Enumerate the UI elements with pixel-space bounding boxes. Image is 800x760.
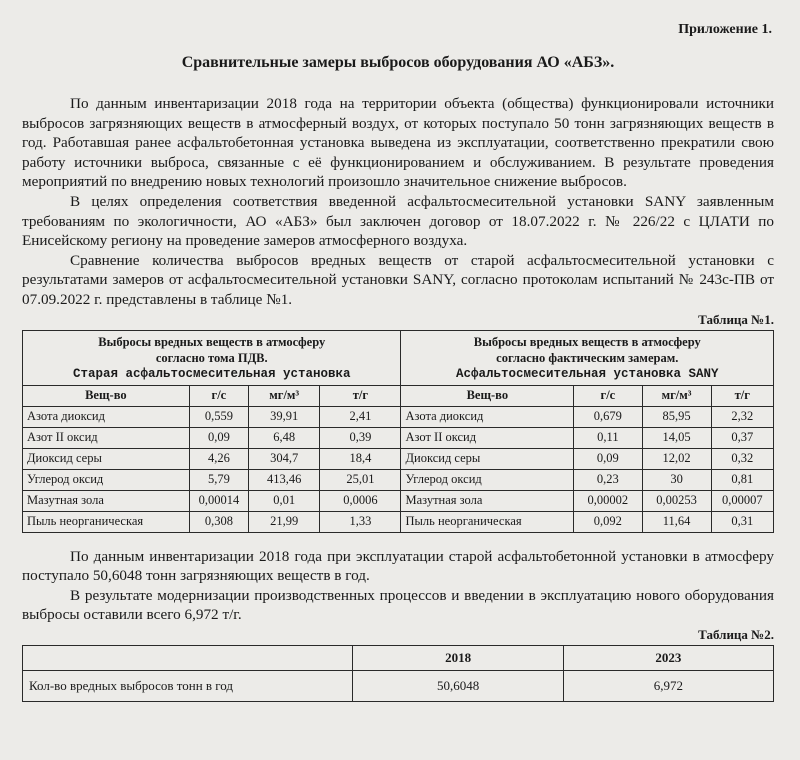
old-value-cell: 413,46 bbox=[249, 469, 320, 490]
old-substance-cell: Азота диоксид bbox=[23, 406, 190, 427]
appendix-label: Приложение 1. bbox=[678, 22, 772, 37]
year-2023-header: 2023 bbox=[563, 645, 773, 670]
table-row bbox=[23, 427, 774, 448]
col-substance: Вещ-во bbox=[401, 385, 574, 406]
sany-value-cell: 0,092 bbox=[574, 511, 642, 532]
old-value-cell: 25,01 bbox=[320, 469, 401, 490]
old-value-cell: 2,41 bbox=[320, 406, 401, 427]
old-value-cell: 18,4 bbox=[320, 448, 401, 469]
old-value-cell: 304,7 bbox=[249, 448, 320, 469]
col-mg-per-m3: мг/м³ bbox=[642, 385, 711, 406]
sany-value-cell: 0,00002 bbox=[574, 490, 642, 511]
old-value-cell: 4,26 bbox=[189, 448, 248, 469]
emissions-comparison-table bbox=[22, 330, 774, 533]
old-substance-cell: Углерод оксид bbox=[23, 469, 190, 490]
old-value-cell: 6,48 bbox=[249, 427, 320, 448]
table-row bbox=[23, 511, 774, 532]
paragraph-3: Сравнение количества выбросов вредных веществ от старой асфальтосмесительной установки с результатами замеров от асфальтосмесительной установки SANY, согласно протоколам испытаний № 243с-ПВ от 07.09.2022 г. представлены в таблице №1. bbox=[22, 251, 774, 308]
sany-value-cell: 0,11 bbox=[574, 427, 642, 448]
old-value-cell: 0,308 bbox=[189, 511, 248, 532]
table-row bbox=[23, 490, 774, 511]
paragraph-5: В результате модернизации производственных процессов и введении в эксплуатацию нового оборудования выбросы оставили всего 6,972 т/г. bbox=[22, 586, 774, 624]
sany-substance-cell: Пыль неорганическая bbox=[401, 511, 574, 532]
sany-value-cell: 0,31 bbox=[711, 511, 773, 532]
sany-value-cell: 11,64 bbox=[642, 511, 711, 532]
value-2018: 50,6048 bbox=[353, 670, 563, 701]
old-value-cell: 0,0006 bbox=[320, 490, 401, 511]
sany-value-cell: 14,05 bbox=[642, 427, 711, 448]
old-value-cell: 21,99 bbox=[249, 511, 320, 532]
sany-value-cell: 0,09 bbox=[574, 448, 642, 469]
paragraph-2: В целях определения соответствия введенной асфальтосмесительной установки SANY заявленным требованиям по экологичности, АО «АБЗ» был заключен договор от 18.07.2022 г. № 226/22 с ЦЛАТИ по Енисейскому региону на проведение замеров атмосферного воздуха. bbox=[22, 192, 774, 250]
col-g-per-s: г/с bbox=[574, 385, 642, 406]
sany-value-cell: 0,81 bbox=[711, 469, 773, 490]
col-t-per-y: т/г bbox=[320, 385, 401, 406]
old-value-cell: 0,01 bbox=[249, 490, 320, 511]
sany-value-cell: 0,37 bbox=[711, 427, 773, 448]
sany-value-cell: 2,32 bbox=[711, 406, 773, 427]
old-substance-cell: Диоксид серы bbox=[23, 448, 190, 469]
sany-substance-cell: Углерод оксид bbox=[401, 469, 574, 490]
table2-header-empty bbox=[23, 645, 353, 670]
table-row bbox=[23, 469, 774, 490]
old-value-cell: 0,00014 bbox=[189, 490, 248, 511]
paragraph-1: По данным инвентаризации 2018 года на территории объекта (общества) функционировали источники выбросов загрязняющих веществ в атмосферный воздух, от которых поступало 50 тонн загрязняющих веществ в год. Работавшая ранее асфальтобетонная установка выведена из эксплуатации, соответственно прекратили свою работу источники выброса, связанные с её функционированием и обслуживанием. В результате проведения мероприятий по внедрению новых технологий произошло значительное снижение выбросов. bbox=[22, 95, 774, 191]
sany-plant-header: Выбросы вредных веществ в атмосферу согласно фактическим замерам. Асфальтосмесительная установка SANY bbox=[401, 330, 774, 385]
document-title: Сравнительные замеры выбросов оборудования АО «АБЗ». bbox=[181, 54, 615, 71]
old-value-cell: 0,39 bbox=[320, 427, 401, 448]
sany-value-cell: 12,02 bbox=[642, 448, 711, 469]
sany-value-cell: 0,32 bbox=[711, 448, 773, 469]
table2-data-row bbox=[23, 670, 774, 701]
sany-value-cell: 0,00253 bbox=[642, 490, 711, 511]
paragraph-4: По данным инвентаризации 2018 года при эксплуатации старой асфальтобетонной установки в атмосферу поступало 50,6048 тонн загрязняющих веществ в год. bbox=[22, 547, 774, 585]
old-substance-cell: Азот II оксид bbox=[23, 427, 190, 448]
old-value-cell: 0,559 bbox=[189, 406, 248, 427]
col-t-per-y: т/г bbox=[711, 385, 773, 406]
table2-header-row bbox=[23, 645, 774, 670]
old-substance-cell: Мазутная зола bbox=[23, 490, 190, 511]
value-2023: 6,972 bbox=[563, 670, 773, 701]
old-value-cell: 5,79 bbox=[189, 469, 248, 490]
sany-value-cell: 0,00007 bbox=[711, 490, 773, 511]
table2-caption: Таблица №2. bbox=[698, 626, 774, 642]
table-row bbox=[23, 448, 774, 469]
old-value-cell: 1,33 bbox=[320, 511, 401, 532]
sany-value-cell: 0,679 bbox=[574, 406, 642, 427]
col-g-per-s: г/с bbox=[189, 385, 248, 406]
old-value-cell: 0,09 bbox=[189, 427, 248, 448]
sany-value-cell: 85,95 bbox=[642, 406, 711, 427]
col-substance: Вещ-во bbox=[23, 385, 190, 406]
sany-value-cell: 30 bbox=[642, 469, 711, 490]
old-plant-header: Выбросы вредных веществ в атмосферу согласно тома ПДВ. Старая асфальтосмесительная установка bbox=[23, 330, 401, 385]
sany-value-cell: 0,23 bbox=[574, 469, 642, 490]
total-emissions-table bbox=[22, 645, 774, 702]
sany-substance-cell: Азота диоксид bbox=[401, 406, 574, 427]
table1-group-header-row bbox=[23, 330, 774, 385]
table1-body bbox=[23, 406, 774, 532]
table1-column-header-row bbox=[23, 385, 774, 406]
sany-substance-cell: Азот II оксид bbox=[401, 427, 574, 448]
table2-row-label: Кол-во вредных выбросов тонн в год bbox=[23, 670, 353, 701]
sany-substance-cell: Диоксид серы bbox=[401, 448, 574, 469]
col-mg-per-m3: мг/м³ bbox=[249, 385, 320, 406]
table-row bbox=[23, 406, 774, 427]
table1-caption: Таблица №1. bbox=[698, 311, 774, 327]
old-value-cell: 39,91 bbox=[249, 406, 320, 427]
sany-substance-cell: Мазутная зола bbox=[401, 490, 574, 511]
old-substance-cell: Пыль неорганическая bbox=[23, 511, 190, 532]
year-2018-header: 2018 bbox=[353, 645, 563, 670]
